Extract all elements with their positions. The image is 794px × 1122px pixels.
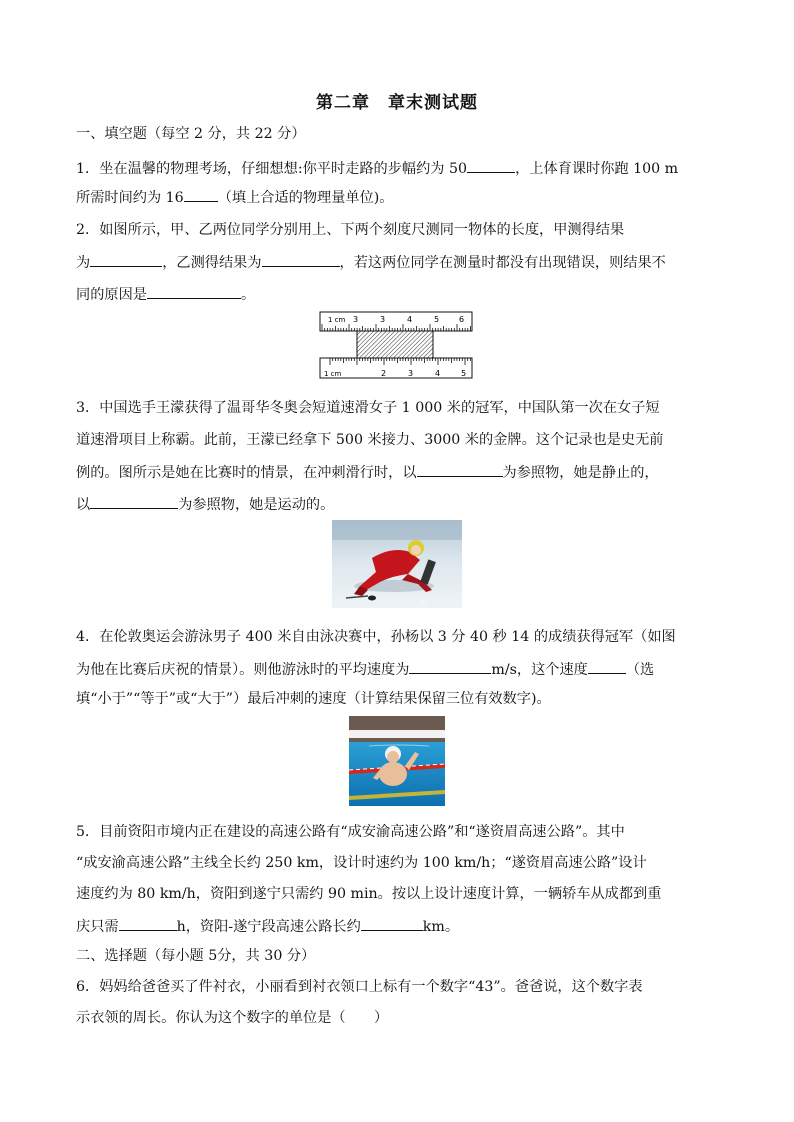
- swimmer-photo: [349, 716, 445, 806]
- question-text: 例的。图所示是她在比赛时的情景，在冲刺滑行时，以: [76, 465, 417, 481]
- question-text: 。: [240, 287, 256, 303]
- question-3-line-2: 道速滑项目上称霸。此前，王濛已经拿下 500 米接力、3000 米的金牌。这个记录也是史无前: [76, 432, 664, 448]
- question-1-line-1: [76, 157, 726, 179]
- question-4-line-2: [76, 658, 726, 680]
- answer-blank: [184, 186, 218, 202]
- question-text: 为: [76, 255, 91, 271]
- ruler-label: 6: [459, 315, 465, 324]
- answer-blank: [119, 915, 177, 931]
- speed-skater-photo: [332, 520, 462, 608]
- answer-blank: [467, 157, 515, 173]
- answer-blank: [147, 283, 241, 299]
- question-text: 同的原因是: [76, 287, 147, 303]
- ruler-label: 1 cm: [328, 316, 346, 324]
- lower-ruler: [320, 358, 472, 378]
- question-3-line-4: [76, 493, 726, 515]
- ruler-figure: [318, 310, 474, 382]
- question-text: km。: [422, 919, 460, 935]
- question-text: 为参照物，她是静止的，: [502, 465, 659, 481]
- question-4-line-3: 填“小于”“等于”或“大于”）最后冲刺的速度（计算结果保留三位有效数字)。: [76, 691, 551, 707]
- answer-blank: [588, 658, 626, 674]
- question-1-line-2: [76, 186, 726, 208]
- ruler-label: 5: [461, 369, 467, 378]
- ruler-label: 4: [435, 369, 441, 378]
- question-text: 所需时间约为 16: [76, 190, 184, 206]
- question-text: 1．坐在温馨的物理考场，仔细想想:你平时走路的步幅约为 50: [76, 161, 468, 177]
- question-3-line-1: 3．中国选手王濛获得了温哥华冬奥会短道速滑女子 1 000 米的冠军，中国队第一次在女子短: [76, 400, 660, 416]
- ruler-label: 5: [434, 315, 440, 324]
- question-2-line-3: [76, 283, 726, 305]
- measured-object: [357, 331, 433, 358]
- question-text: 为他在比赛后庆祝的情景）。则他游泳时的平均速度为: [76, 662, 410, 678]
- ruler-label: 4: [407, 315, 413, 324]
- question-text: h，资阳-遂宁段高速公路长约: [176, 919, 361, 935]
- ruler-label: 1 cm: [324, 370, 342, 378]
- answer-blank: [90, 251, 162, 267]
- question-text: 以: [76, 497, 91, 513]
- question-5-line-4: [76, 915, 726, 937]
- ruler-label: 2: [381, 369, 387, 378]
- question-text: （填上合适的物理量单位)。: [217, 190, 394, 206]
- answer-blank: [409, 658, 491, 674]
- svg-text:◎: ◎: [420, 598, 427, 606]
- question-text: 为参照物，她是运动的。: [178, 497, 335, 513]
- answer-blank: [90, 493, 178, 509]
- question-6-line-2: 示衣领的周长。你认为这个数字的单位是（ ）: [76, 1010, 389, 1026]
- question-text: m/s，这个速度: [491, 662, 588, 678]
- question-5-line-3: 速度约为 80 km/h，资阳到遂宁只需约 90 min。按以上设计速度计算，一辆轿车从成都到重: [76, 886, 662, 902]
- ruler-label: 3: [408, 369, 414, 378]
- question-2-line-2: [76, 251, 726, 273]
- ruler-label: 3: [353, 315, 359, 324]
- question-text: ，上体育课时你跑 100 m: [515, 161, 679, 177]
- question-5-line-2: “成安渝高速公路”主线全长约 250 km，设计时速约为 100 km/h；“遂资眉高速公路”设计: [76, 855, 647, 871]
- question-3-line-3: [76, 461, 726, 483]
- question-4-line-1: 4．在伦敦奥运会游泳男子 400 米自由泳决赛中，孙杨以 3 分 40 秒 14 的成绩获得冠军（如图: [76, 629, 676, 645]
- question-text: ，若这两位同学在测量时都没有出现错误，则结果不: [339, 255, 666, 271]
- answer-blank: [361, 915, 423, 931]
- answer-blank: [262, 251, 340, 267]
- section-heading-multiple-choice: 二、选择题（每小题 5分，共 30 分）: [76, 948, 316, 964]
- page-title: 第二章 章末测试题: [316, 93, 478, 113]
- question-text: ，乙测得结果为: [162, 255, 262, 271]
- upper-ruler: [320, 312, 472, 331]
- question-6-line-1: 6．妈妈给爸爸买了件衬衣，小丽看到衬衣领口上标有一个数字“43”。爸爸说，这个数字表: [76, 979, 643, 995]
- question-text: 庆只需: [76, 919, 119, 935]
- section-heading-fill-in: 一、填空题（每空 2 分，共 22 分）: [76, 126, 306, 142]
- question-5-line-1: 5．目前资阳市境内正在建设的高速公路有“成安渝高速公路”和“遂资眉高速公路”。其中: [76, 824, 625, 840]
- answer-blank: [417, 461, 503, 477]
- question-2-line-1: 2．如图所示，甲、乙两位同学分别用上、下两个刻度尺测同一物体的长度，甲测得结果: [76, 222, 625, 238]
- question-text: （选: [625, 662, 655, 678]
- ruler-label: 3: [380, 315, 386, 324]
